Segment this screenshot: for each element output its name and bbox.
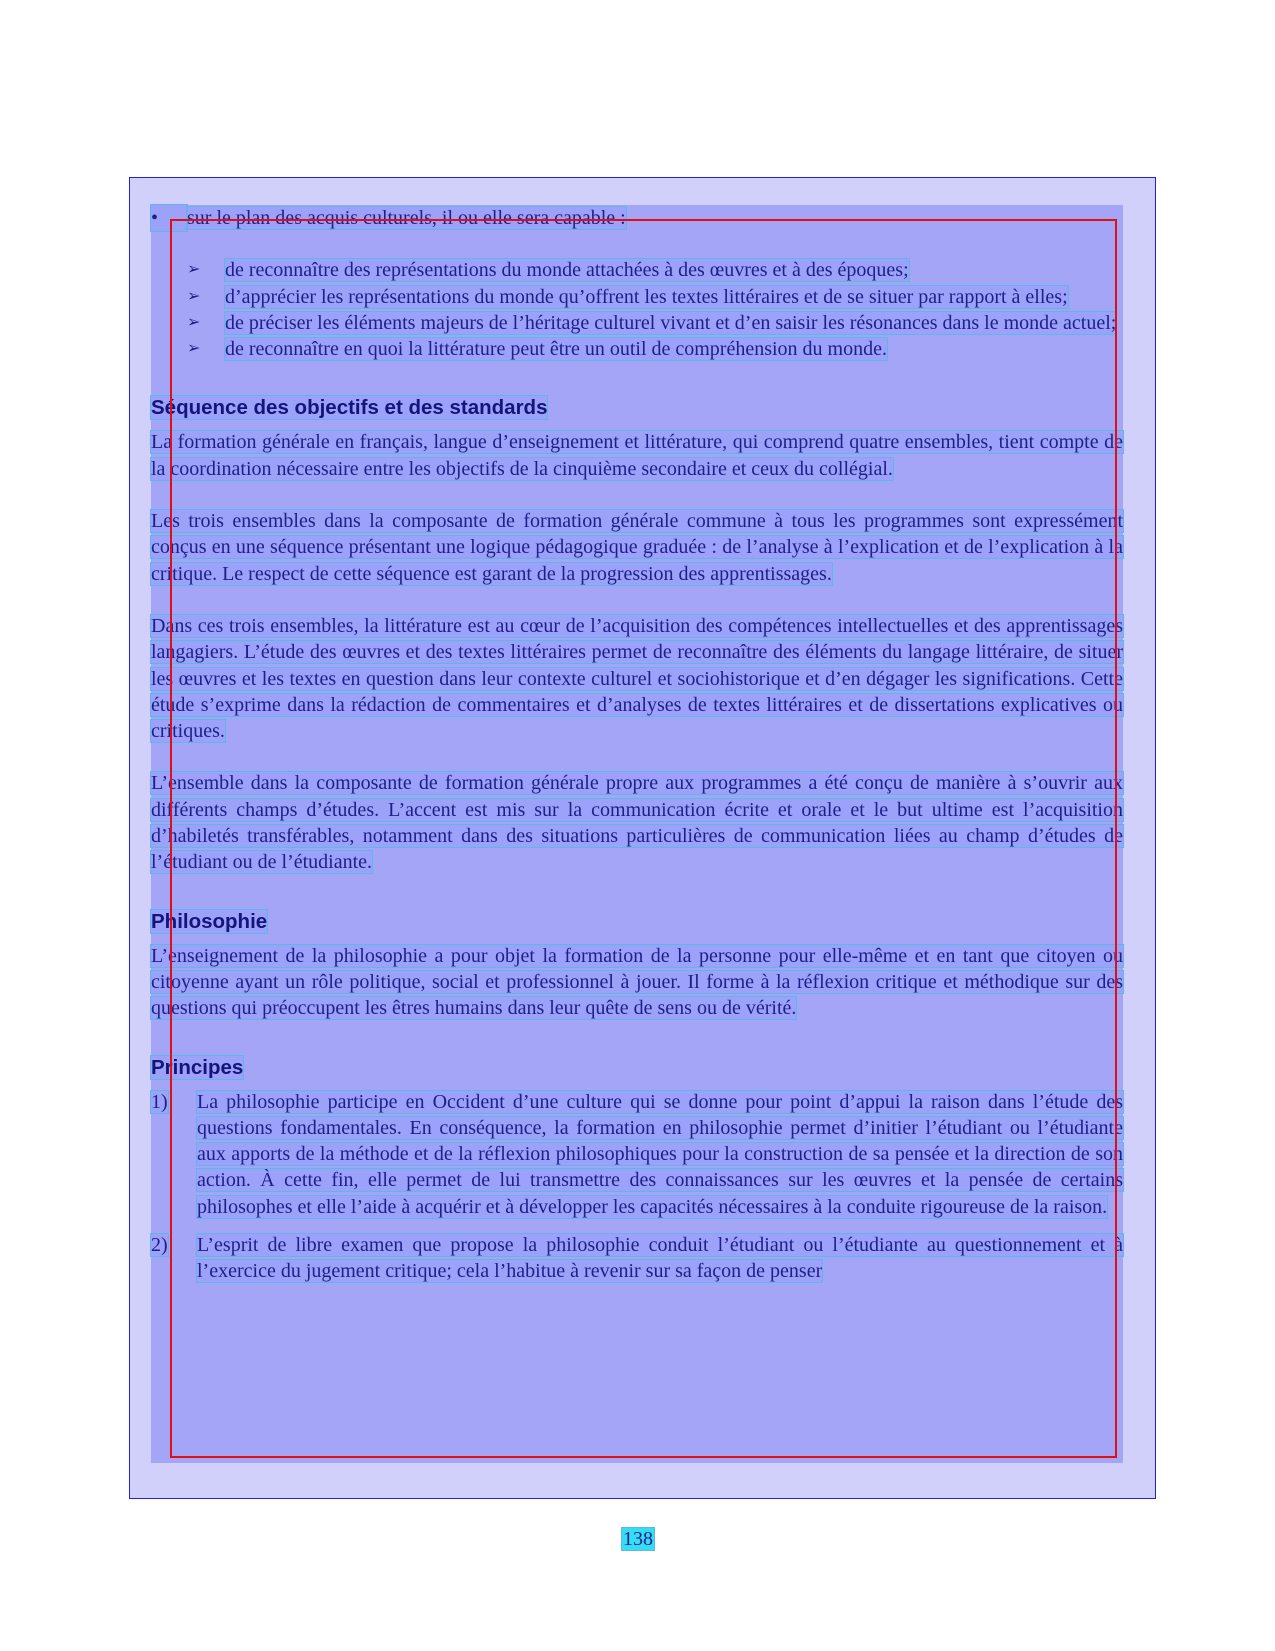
section-heading-text: Principes xyxy=(151,1055,244,1079)
sub-item-text: de préciser les éléments majeurs de l’héritage culturel vivant et d’en saisir les résonances dans le monde actuel; xyxy=(225,311,1117,334)
bullet-marker: • xyxy=(151,205,187,231)
sub-item xyxy=(151,284,1123,310)
sub-item-text: de reconnaître des représentations du monde attachées à des œuvres et à des époques; xyxy=(225,259,909,282)
paragraph-text: La formation générale en français, langue d’enseignement et littérature, qui comprend quatre ensembles, tient compte de la coordination nécessaire entre les objectifs de la cinquième secondaire et ceux du collégial. xyxy=(151,431,1123,480)
section-heading xyxy=(151,910,1123,934)
page-content xyxy=(151,205,1123,1285)
paragraph xyxy=(151,770,1123,875)
arrow-bullet-icon: ➢ xyxy=(187,287,201,305)
paragraph xyxy=(151,943,1123,1022)
paragraph xyxy=(151,613,1123,744)
arrow-bullet-icon: ➢ xyxy=(187,261,201,279)
section-heading xyxy=(151,396,1123,420)
numbered-item xyxy=(151,1232,1123,1285)
numbered-item xyxy=(151,1089,1123,1220)
page-number: 138 xyxy=(623,1528,653,1550)
paragraph-text: Dans ces trois ensembles, la littérature est au cœur de l’acquisition des compétences intellectuelles et des apprentissages langagiers. L’étude des œuvres et des textes littéraires permet de reconnaître des éléments du langage littéraire, de situer les œuvres et les textes en question dans leur contexte culturel et sociohistorique et d’en dégager les significations. Cette étude s’exprime dans la rédaction de commentaires et d’analyses de textes littéraires et de dissertations explicatives ou critiques. xyxy=(151,614,1123,743)
paragraph xyxy=(151,508,1123,587)
arrow-bullet-icon: ➢ xyxy=(187,313,201,331)
section-heading-text: Philosophie xyxy=(151,909,268,933)
numbered-item-text: La philosophie participe en Occident d’une culture qui se donne pour point d’appui la raison dans l’étude des questions fondamentales. En conséquence, la formation en philosophie permet d’initier l’étudiant ou l’étudiante aux apports de la méthode et de la réflexion philosophiques pour la construction de sa pensée et la direction de son action. À cette fin, elle permet de lui transmettre des connaissances sur les œuvres et la pensée de certains philosophes et elle l’aide à acquérir et à développer les capacités nécessaires à la conduite rigoureuse de la raison. xyxy=(197,1090,1123,1218)
sub-item xyxy=(151,310,1123,336)
sub-item-text: de reconnaître en quoi la littérature peut être un outil de compréhension du monde. xyxy=(225,338,887,361)
arrow-bullet-icon: ➢ xyxy=(187,340,201,358)
section-heading-text: Séquence des objectifs et des standards xyxy=(151,396,548,420)
sub-item xyxy=(151,336,1123,362)
paragraph-text: L’enseignement de la philosophie a pour objet la formation de la personne pour elle-même et en tant que citoyen ou citoyenne ayant un rôle politique, social et professionnel à jouer. Il forme à la réflexion critique et méthodique sur des questions qui préoccupent les êtres humains dans leur quête de sens ou de vérité. xyxy=(151,944,1123,1020)
section-heading xyxy=(151,1056,1123,1080)
intro-bullet xyxy=(151,205,1123,231)
numbered-item-text: L’esprit de libre examen que propose la philosophie conduit l’étudiant ou l’étudiante au questionnement et à l’exercice du jugement critique; cela l’habitue à revenir sur sa façon de penser xyxy=(197,1234,1123,1283)
sub-item xyxy=(151,257,1123,283)
sub-item-text: d’apprécier les représentations du monde qu’offrent les textes littéraires et de se situer par rapport à elles; xyxy=(225,285,1068,308)
paragraph-text: Les trois ensembles dans la composante de formation générale commune à tous les programmes sont expressément conçus en une séquence présentant une logique pédagogique graduée : de l’analyse à l’explication et de l’explication à la critique. Le respect de cette séquence est garant de la progression des apprentissages. xyxy=(151,510,1123,585)
item-number: 1) xyxy=(151,1090,168,1113)
paragraph-text: L’ensemble dans la composante de formation générale propre aux programmes a été conçu de manière à s’ouvrir aux différents champs d’études. L’accent est mis sur la communication écrite et orale et le but ultime est l’acquisition d’habiletés transférables, notamment dans des situations particulières de communication liées au champ d’études de l’étudiant ou de l’étudiante. xyxy=(151,772,1123,874)
intro-bullet-text: sur le plan des acquis culturels, il ou elle sera capable : xyxy=(187,207,626,229)
item-number: 2) xyxy=(151,1234,168,1257)
paragraph xyxy=(151,429,1123,482)
